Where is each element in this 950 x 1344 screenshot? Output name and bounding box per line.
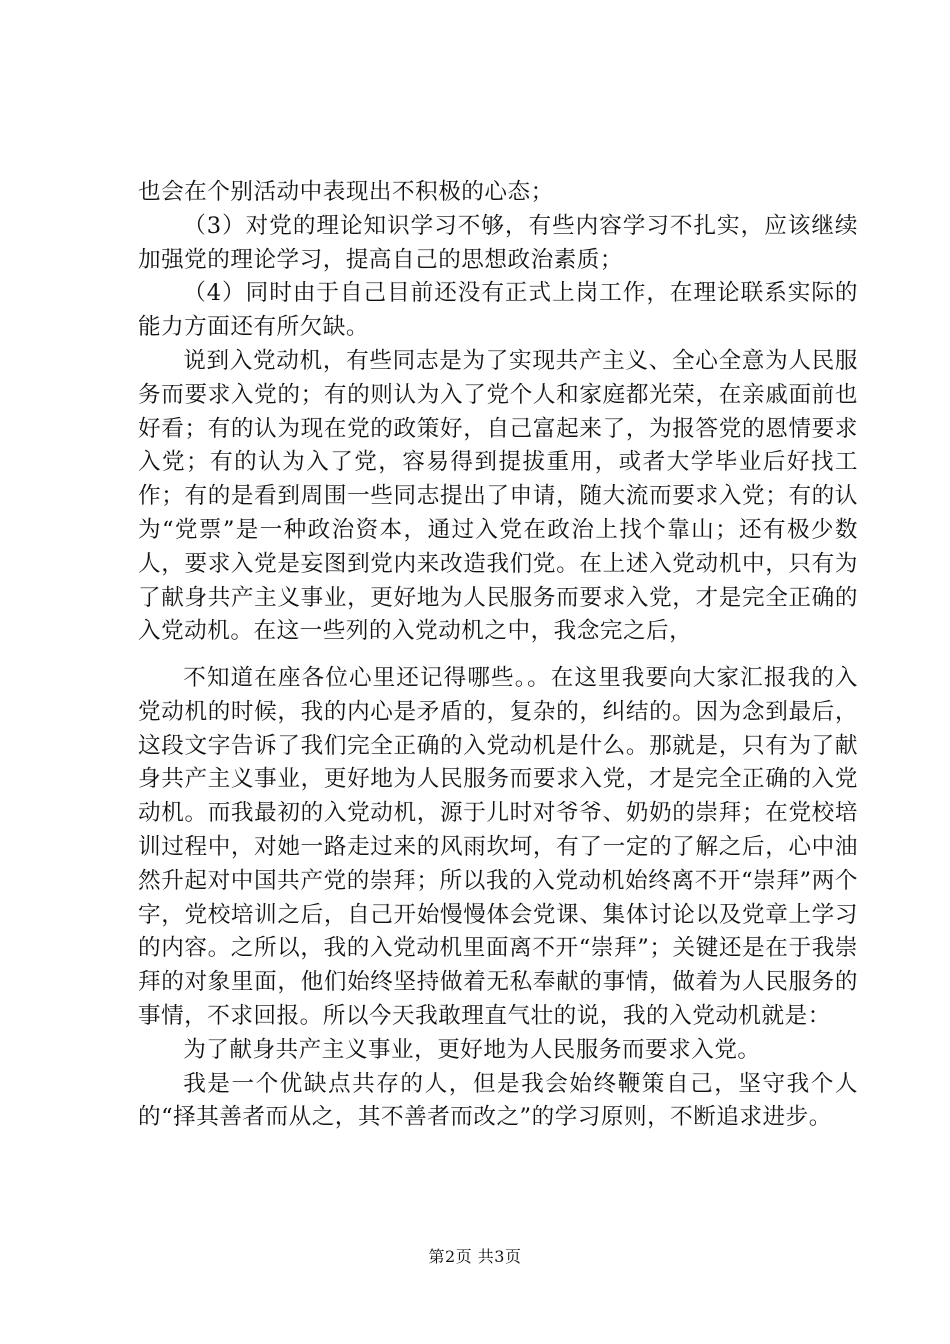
paragraph-continuation: 也会在个别活动中表现出不积极的心态； [138,179,554,205]
paragraph-statement: 为了献身共产主义事业，更好地为人民服务而要求入党。 [183,1036,761,1063]
paragraph-item-4: （4）同时由于自己目前还没有正式上岗工作，在理论联系实际的能力方面还有所欠缺。 [138,280,858,341]
page-footer: 第2页 共3页 [428,1247,522,1266]
paragraph-item-3: （3）对党的理论知识学习不够，有些内容学习不扎实，应该继续加强党的理论学习，提高自己的思想政治素质； [138,212,858,273]
paragraph-personal-motivation: 不知道在座各位心里还记得哪些。。在这里我要向大家汇报我的入党动机的时候，我的内心是矛盾的，复杂的，纠结的。因为念到最后，这段文字告诉了我们完全正确的入党动机是什么。那就是，只有为了献身共产主义事业，更好地为人民服务而要求入党，才是完全正确的入党动机。而我最初的入党动机，源于儿时对爷爷、奶奶的崇拜；在党校培训过程中，对她一路走过来的风雨坎坷，有了一定的了解之后，心中油然升起对中国共产党的崇拜；所以我的入党动机始终离不开“崇拜”两个字，党校培训之后，自己开始慢慢体会党课、集体讨论以及党章上学习的内容。之所以，我的入党动机里面离不开“崇拜”；关键还是在于我崇拜的对象里面，他们始终坚持做着无私奉献的事情，做着为人民服务的事情，不求回报。所以今天我敢理直气壮的说，我的入党动机就是： [138,665,858,1029]
text-block-lower [138,662,858,1135]
paragraph-motivation: 说到入党动机，有些同志是为了实现共产主义、全心全意为人民服务而要求入党的；有的则认为入了党个人和家庭都光荣，在亲戚面前也好看；有的认为现在党的政策好，自己富起来了，为报答党的恩情要求入党；有的认为入了党，容易得到提拔重用，或者大学毕业后好找工作；有的是看到周围一些同志提出了申请，随大流而要求入党；有的认为“党票”是一种政治资本，通过入党在政治上找个靠山；还有极少数人，要求入党是妄图到党内来改造我们党。在上述入党动机中，只有为了献身共产主义事业，更好地为人民服务而要求入党，才是完全正确的入党动机。在这一些列的入党动机之中，我念完之后， [138,347,858,645]
text-block-upper [138,176,858,649]
paragraph-closing: 我是一个优缺点共存的人，但是我会始终鞭策自己，坚守我个人的“择其善者而从之，其不善者而改之”的学习原则，不断追求进步。 [138,1070,858,1131]
